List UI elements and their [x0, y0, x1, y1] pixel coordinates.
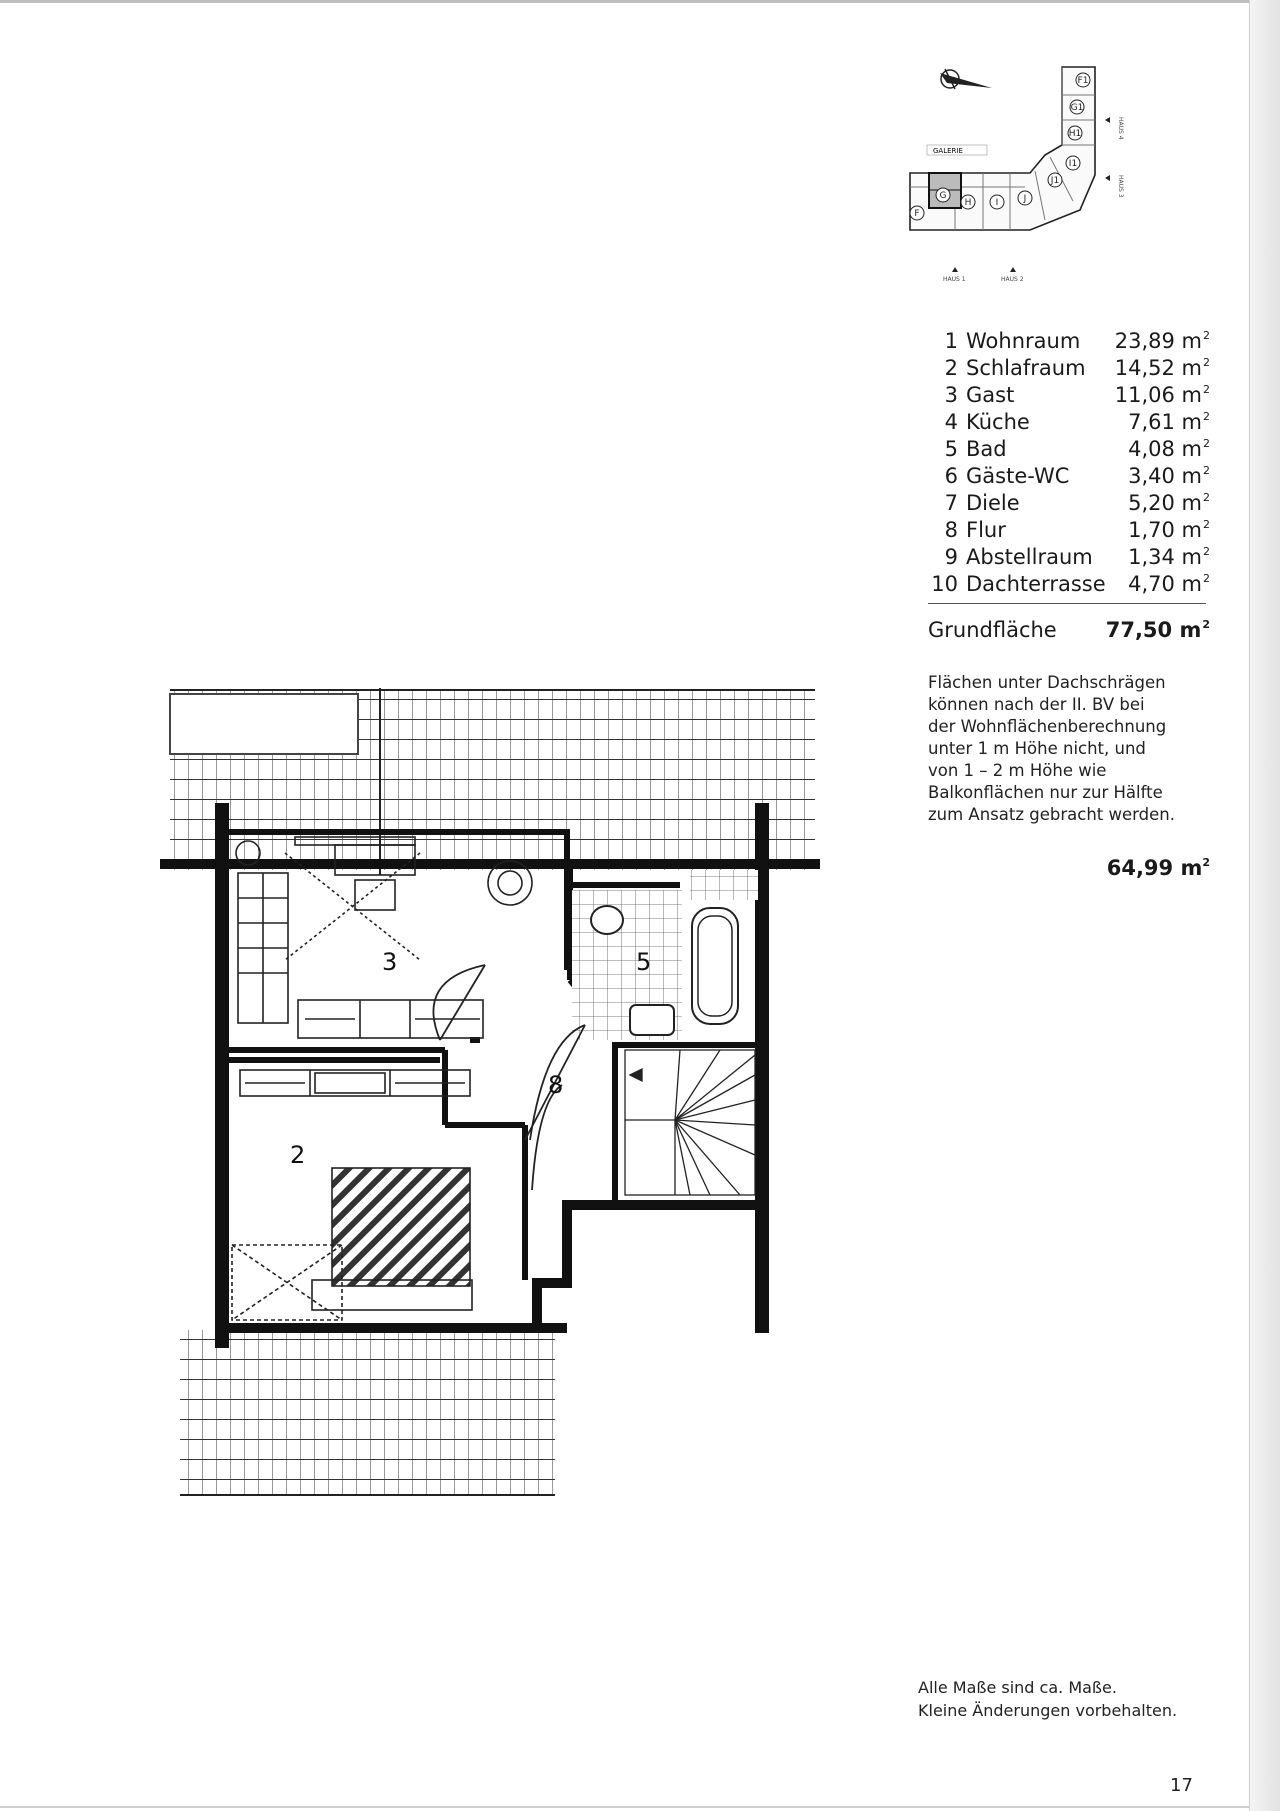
- scan-top-edge: [0, 0, 1250, 3]
- room-area: 3,40 $m^2$: [1128, 464, 1210, 488]
- total-label: Grundfläche: [928, 618, 1057, 642]
- room-label-2: 2: [290, 1141, 306, 1169]
- room-name: Flur: [966, 518, 1006, 542]
- room-name: Schlafraum: [966, 356, 1086, 380]
- disclaimer: [918, 1676, 1218, 1722]
- room-number: 9: [944, 545, 958, 569]
- staircase: [625, 1050, 755, 1195]
- note-line: zum Ansatz gebracht werden.: [928, 805, 1175, 824]
- haus1-label: HAUS 1: [943, 276, 966, 283]
- room-number: 1: [944, 329, 958, 353]
- unit-i: I: [995, 198, 999, 208]
- room-label-8: 8: [548, 1071, 564, 1099]
- bedroom-furniture: [232, 1070, 472, 1320]
- haus2-label: HAUS 2: [1001, 276, 1024, 283]
- unit-g: G: [939, 191, 947, 201]
- floor-plan: [160, 680, 820, 1530]
- note-line: der Wohnflächenberechnung: [928, 717, 1167, 736]
- room-row: [928, 322, 1210, 353]
- room-number: 4: [944, 410, 958, 434]
- unit-f: F: [914, 209, 920, 219]
- room-name: Dachterrasse: [966, 572, 1106, 596]
- unit-g1: G1: [1070, 103, 1084, 113]
- room-number: 10: [931, 572, 958, 596]
- room-name: Bad: [966, 437, 1007, 461]
- room-name: Abstellraum: [966, 545, 1093, 569]
- room-name: Gast: [966, 383, 1015, 407]
- unit-h: H: [964, 198, 972, 208]
- room-area: 23,89 $m^2$: [1114, 329, 1210, 353]
- disclaimer-line: Alle Maße sind ca. Maße.: [918, 1678, 1117, 1697]
- room-name: Küche: [966, 410, 1030, 434]
- disclaimer-line: Kleine Änderungen vorbehalten.: [918, 1701, 1178, 1720]
- room-area: 4,70 $m^2$: [1128, 572, 1210, 596]
- room-name: Diele: [966, 491, 1020, 515]
- room-name: Gäste-WC: [966, 464, 1070, 488]
- scan-bottom-edge: [0, 1806, 1250, 1808]
- note-line: von 1 – 2 m Höhe wie: [928, 761, 1107, 780]
- unit-i1: I1: [1068, 159, 1078, 169]
- room-label-3: 3: [382, 948, 398, 976]
- page-edge: [1249, 0, 1280, 1811]
- note-line: Balkonflächen nur zur Hälfte: [928, 783, 1163, 802]
- haus4-label: HAUS 4: [1117, 117, 1124, 140]
- room-number: 2: [944, 356, 958, 380]
- room-number: 7: [944, 491, 958, 515]
- table-divider: [928, 603, 1206, 604]
- page-number: 17: [1170, 1775, 1193, 1796]
- unit-f1: F1: [1077, 76, 1089, 86]
- room-number: 3: [944, 383, 958, 407]
- bathroom-fixtures: [572, 870, 758, 1040]
- room-area: 1,70 $m^2$: [1128, 518, 1210, 542]
- north-arrow-icon: [940, 69, 992, 89]
- room-number: 8: [944, 518, 958, 542]
- room-area: 11,06 $m^2$: [1114, 383, 1210, 407]
- total-area-row: [928, 618, 1210, 642]
- room-area: 1,34 $m^2$: [1128, 545, 1210, 569]
- room-number: 5: [944, 437, 958, 461]
- area-note: [928, 672, 1210, 826]
- room-area: 5,20 $m^2$: [1128, 491, 1210, 515]
- haus3-label: HAUS 3: [1117, 175, 1124, 198]
- unit-j: J: [1023, 194, 1027, 204]
- room-area-table: [928, 322, 1210, 596]
- galerie-label: GALERIE: [933, 147, 963, 155]
- roof-bottom: [180, 1330, 555, 1495]
- note-line: Flächen unter Dachschrägen: [928, 673, 1166, 692]
- note-line: können nach der II. BV bei: [928, 695, 1145, 714]
- room-area: 14,52 $m^2$: [1114, 356, 1210, 380]
- note-line: unter 1 m Höhe nicht, und: [928, 739, 1146, 758]
- living-area-result: 64,99 $m^2$: [1106, 856, 1210, 880]
- unit-h1: H1: [1068, 129, 1082, 139]
- roof-top: [170, 688, 815, 875]
- site-plan: [905, 55, 1165, 290]
- room-area: 4,08 $m^2$: [1128, 437, 1210, 461]
- room-label-5: 5: [636, 948, 652, 976]
- room-area: 7,61 $m^2$: [1128, 410, 1210, 434]
- total-value: 77,50 $m^2$: [1105, 618, 1210, 642]
- unit-j1: J1: [1050, 176, 1060, 186]
- room-name: Wohnraum: [966, 329, 1081, 353]
- room-number: 6: [944, 464, 958, 488]
